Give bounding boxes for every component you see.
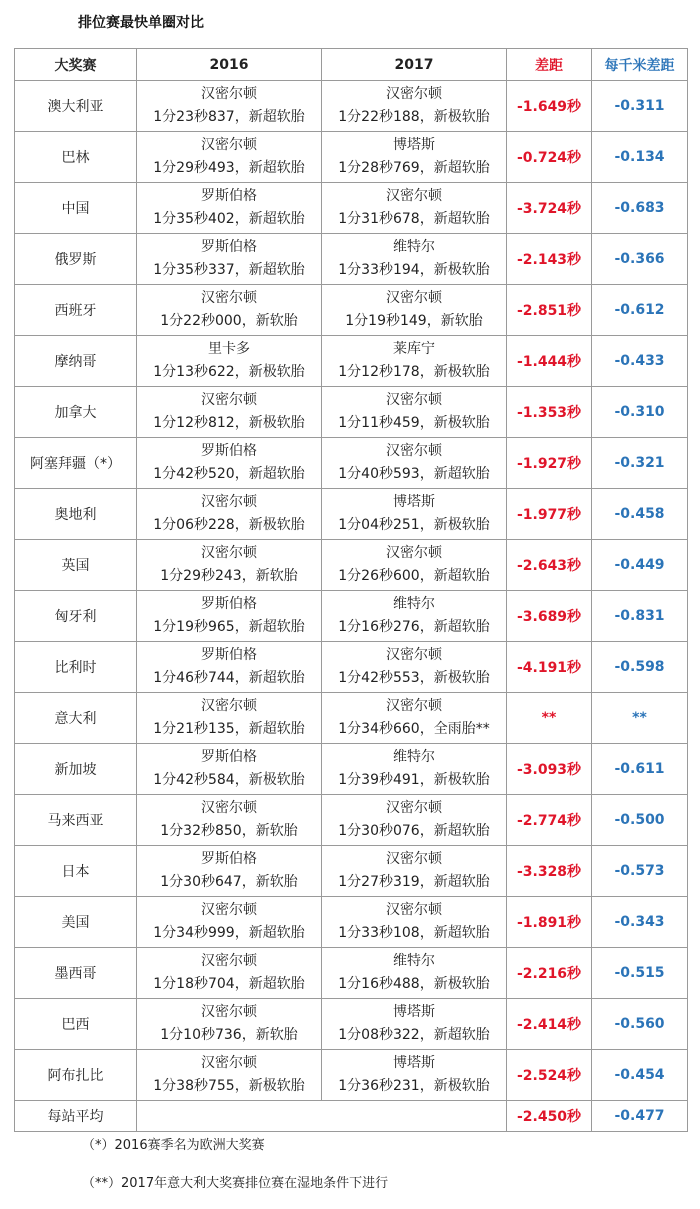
driver-2017: 汉密尔顿 [386, 392, 442, 408]
driver-2017: 汉密尔顿 [386, 800, 442, 816]
result-2017 [322, 183, 507, 234]
result-2017 [322, 999, 507, 1050]
gap-per-km-value: -0.454 [592, 1050, 688, 1101]
result-2016 [137, 744, 322, 795]
laptime-2016: 1分21秒135，新超软胎 [153, 721, 305, 737]
gap-value: -3.689秒 [507, 591, 592, 642]
driver-2017: 汉密尔顿 [386, 902, 442, 918]
driver-2017: 维特尔 [393, 596, 435, 612]
table-row [15, 897, 688, 948]
gap-value: -2.774秒 [507, 795, 592, 846]
laptime-2017: 1分22秒188，新极软胎 [338, 109, 490, 125]
laptime-2016: 1分42秒520，新超软胎 [153, 466, 305, 482]
gap-value: -4.191秒 [507, 642, 592, 693]
result-2017 [322, 81, 507, 132]
laptime-2017: 1分12秒178，新极软胎 [338, 364, 490, 380]
driver-2017: 维特尔 [393, 239, 435, 255]
gap-per-km-value: -0.449 [592, 540, 688, 591]
result-2016 [137, 285, 322, 336]
laptime-2016: 1分32秒850，新软胎 [160, 823, 298, 839]
gap-per-km-value: ** [592, 693, 688, 744]
driver-2016: 里卡多 [208, 341, 250, 357]
result-2017 [322, 642, 507, 693]
result-2016 [137, 999, 322, 1050]
result-2016 [137, 234, 322, 285]
grand-prix-name: 墨西哥 [15, 948, 137, 999]
driver-2017: 维特尔 [393, 749, 435, 765]
driver-2016: 汉密尔顿 [201, 494, 257, 510]
driver-2016: 汉密尔顿 [201, 137, 257, 153]
result-2017 [322, 591, 507, 642]
gap-per-km-value: -0.683 [592, 183, 688, 234]
driver-2017: 博塔斯 [393, 1004, 435, 1020]
driver-2016: 汉密尔顿 [201, 545, 257, 561]
laptime-2017: 1分27秒319，新超软胎 [338, 874, 490, 890]
laptime-2017: 1分34秒660，全雨胎** [338, 721, 490, 737]
gap-per-km-value: -0.612 [592, 285, 688, 336]
driver-2017: 汉密尔顿 [386, 851, 442, 867]
driver-2016: 罗斯伯格 [201, 851, 257, 867]
header-gap: 差距 [507, 49, 592, 81]
result-2016 [137, 183, 322, 234]
footnote-2: （**）2017年意大利大奖赛排位赛在湿地条件下进行 [82, 1176, 389, 1191]
gap-value: -2.851秒 [507, 285, 592, 336]
table-row [15, 387, 688, 438]
driver-2017: 博塔斯 [393, 137, 435, 153]
grand-prix-name: 英国 [15, 540, 137, 591]
driver-2017: 博塔斯 [393, 494, 435, 510]
laptime-2016: 1分35秒337，新超软胎 [153, 262, 305, 278]
driver-2017: 博塔斯 [393, 1055, 435, 1071]
gap-value: -2.643秒 [507, 540, 592, 591]
table-row [15, 81, 688, 132]
laptime-2017: 1分04秒251，新极软胎 [338, 517, 490, 533]
laptime-2017: 1分28秒769，新超软胎 [338, 160, 490, 176]
grand-prix-name: 奥地利 [15, 489, 137, 540]
average-label: 每站平均 [15, 1101, 137, 1132]
header-gap-per-km: 每千米差距 [592, 49, 688, 81]
average-gap-per-km: -0.477 [592, 1101, 688, 1132]
laptime-2017: 1分08秒322，新超软胎 [338, 1027, 490, 1043]
driver-2017: 汉密尔顿 [386, 86, 442, 102]
driver-2016: 罗斯伯格 [201, 749, 257, 765]
result-2017 [322, 795, 507, 846]
driver-2017: 汉密尔顿 [386, 698, 442, 714]
driver-2017: 汉密尔顿 [386, 443, 442, 459]
gap-value: -2.216秒 [507, 948, 592, 999]
table-row [15, 234, 688, 285]
gap-value: -0.724秒 [507, 132, 592, 183]
gap-per-km-value: -0.831 [592, 591, 688, 642]
result-2017 [322, 132, 507, 183]
result-2016 [137, 591, 322, 642]
grand-prix-name: 比利时 [15, 642, 137, 693]
laptime-2016: 1分13秒622，新极软胎 [153, 364, 305, 380]
header-2017: 2017 [322, 49, 507, 81]
gap-value: -1.927秒 [507, 438, 592, 489]
laptime-2017: 1分39秒491，新极软胎 [338, 772, 490, 788]
table-header-row [15, 49, 688, 81]
laptime-2017: 1分16秒276，新超软胎 [338, 619, 490, 635]
table-row [15, 642, 688, 693]
laptime-2016: 1分12秒812，新极软胎 [153, 415, 305, 431]
driver-2016: 汉密尔顿 [201, 290, 257, 306]
result-2017 [322, 897, 507, 948]
driver-2017: 汉密尔顿 [386, 290, 442, 306]
laptime-2017: 1分30秒076，新超软胎 [338, 823, 490, 839]
grand-prix-name: 俄罗斯 [15, 234, 137, 285]
laptime-2016: 1分29秒243，新软胎 [160, 568, 298, 584]
grand-prix-name: 加拿大 [15, 387, 137, 438]
header-2016: 2016 [137, 49, 322, 81]
grand-prix-name: 阿布扎比 [15, 1050, 137, 1101]
laptime-2016: 1分18秒704，新超软胎 [153, 976, 305, 992]
driver-2016: 汉密尔顿 [201, 953, 257, 969]
table-row [15, 846, 688, 897]
gap-value: -3.093秒 [507, 744, 592, 795]
grand-prix-name: 日本 [15, 846, 137, 897]
laptime-2017: 1分11秒459，新极软胎 [338, 415, 490, 431]
table-row [15, 948, 688, 999]
laptime-2016: 1分35秒402，新超软胎 [153, 211, 305, 227]
result-2016 [137, 81, 322, 132]
gap-value: -1.977秒 [507, 489, 592, 540]
table-row [15, 744, 688, 795]
table-row [15, 795, 688, 846]
grand-prix-name: 巴西 [15, 999, 137, 1050]
average-row [15, 1101, 688, 1132]
driver-2017: 汉密尔顿 [386, 188, 442, 204]
result-2016 [137, 642, 322, 693]
result-2017 [322, 693, 507, 744]
page-title: 排位赛最快单圈对比 [78, 15, 204, 31]
result-2016 [137, 948, 322, 999]
gap-value: -1.891秒 [507, 897, 592, 948]
laptime-2016: 1分23秒837，新超软胎 [153, 109, 305, 125]
result-2017 [322, 489, 507, 540]
gap-per-km-value: -0.573 [592, 846, 688, 897]
driver-2016: 汉密尔顿 [201, 1004, 257, 1020]
average-empty-cell [137, 1101, 507, 1132]
laptime-2016: 1分10秒736，新软胎 [160, 1027, 298, 1043]
driver-2016: 汉密尔顿 [201, 86, 257, 102]
gap-per-km-value: -0.321 [592, 438, 688, 489]
header-grand-prix: 大奖赛 [15, 49, 137, 81]
table-row [15, 693, 688, 744]
grand-prix-name: 马来西亚 [15, 795, 137, 846]
table-row [15, 591, 688, 642]
grand-prix-name: 新加坡 [15, 744, 137, 795]
driver-2016: 罗斯伯格 [201, 443, 257, 459]
laptime-2017: 1分40秒593，新超软胎 [338, 466, 490, 482]
gap-per-km-value: -0.500 [592, 795, 688, 846]
gap-value: -1.649秒 [507, 81, 592, 132]
grand-prix-name: 美国 [15, 897, 137, 948]
table-row [15, 336, 688, 387]
result-2017 [322, 387, 507, 438]
grand-prix-name: 澳大利亚 [15, 81, 137, 132]
gap-value: ** [507, 693, 592, 744]
driver-2016: 汉密尔顿 [201, 1055, 257, 1071]
gap-per-km-value: -0.310 [592, 387, 688, 438]
result-2016 [137, 693, 322, 744]
driver-2016: 汉密尔顿 [201, 392, 257, 408]
laptime-2017: 1分33秒194，新极软胎 [338, 262, 490, 278]
result-2016 [137, 795, 322, 846]
driver-2017: 维特尔 [393, 953, 435, 969]
laptime-2017: 1分16秒488，新极软胎 [338, 976, 490, 992]
laptime-2016: 1分42秒584，新极软胎 [153, 772, 305, 788]
result-2016 [137, 438, 322, 489]
table-row [15, 438, 688, 489]
gap-value: -2.414秒 [507, 999, 592, 1050]
laptime-2017: 1分31秒678，新超软胎 [338, 211, 490, 227]
result-2016 [137, 387, 322, 438]
grand-prix-name: 阿塞拜疆（*） [15, 438, 137, 489]
result-2017 [322, 336, 507, 387]
laptime-2016: 1分34秒999，新超软胎 [153, 925, 305, 941]
result-2017 [322, 540, 507, 591]
gap-per-km-value: -0.560 [592, 999, 688, 1050]
qualifying-table [14, 48, 688, 1132]
driver-2016: 罗斯伯格 [201, 647, 257, 663]
driver-2017: 莱库宁 [393, 341, 435, 357]
result-2017 [322, 1050, 507, 1101]
driver-2017: 汉密尔顿 [386, 647, 442, 663]
gap-per-km-value: -0.515 [592, 948, 688, 999]
gap-per-km-value: -0.458 [592, 489, 688, 540]
laptime-2017: 1分26秒600，新超软胎 [338, 568, 490, 584]
laptime-2016: 1分46秒744，新超软胎 [153, 670, 305, 686]
gap-value: -3.328秒 [507, 846, 592, 897]
driver-2016: 罗斯伯格 [201, 596, 257, 612]
result-2016 [137, 540, 322, 591]
table-row [15, 999, 688, 1050]
laptime-2016: 1分38秒755，新极软胎 [153, 1078, 305, 1094]
result-2016 [137, 132, 322, 183]
gap-value: -1.444秒 [507, 336, 592, 387]
table-row [15, 132, 688, 183]
gap-per-km-value: -0.611 [592, 744, 688, 795]
driver-2016: 汉密尔顿 [201, 698, 257, 714]
laptime-2016: 1分29秒493，新超软胎 [153, 160, 305, 176]
result-2016 [137, 846, 322, 897]
gap-per-km-value: -0.366 [592, 234, 688, 285]
result-2016 [137, 336, 322, 387]
driver-2017: 汉密尔顿 [386, 545, 442, 561]
gap-per-km-value: -0.433 [592, 336, 688, 387]
laptime-2016: 1分19秒965，新超软胎 [153, 619, 305, 635]
laptime-2017: 1分42秒553，新极软胎 [338, 670, 490, 686]
average-gap: -2.450秒 [507, 1101, 592, 1132]
gap-value: -3.724秒 [507, 183, 592, 234]
table-row [15, 1050, 688, 1101]
laptime-2017: 1分36秒231，新极软胎 [338, 1078, 490, 1094]
grand-prix-name: 匈牙利 [15, 591, 137, 642]
laptime-2017: 1分19秒149，新软胎 [345, 313, 483, 329]
driver-2016: 汉密尔顿 [201, 800, 257, 816]
footnote-1: （*）2016赛季名为欧洲大奖赛 [82, 1138, 265, 1153]
gap-per-km-value: -0.311 [592, 81, 688, 132]
table-row [15, 285, 688, 336]
table-row [15, 489, 688, 540]
gap-value: -2.524秒 [507, 1050, 592, 1101]
table-row [15, 183, 688, 234]
gap-value: -1.353秒 [507, 387, 592, 438]
result-2017 [322, 234, 507, 285]
gap-per-km-value: -0.134 [592, 132, 688, 183]
grand-prix-name: 意大利 [15, 693, 137, 744]
result-2016 [137, 489, 322, 540]
laptime-2017: 1分33秒108，新超软胎 [338, 925, 490, 941]
laptime-2016: 1分06秒228，新极软胎 [153, 517, 305, 533]
grand-prix-name: 摩纳哥 [15, 336, 137, 387]
gap-value: -2.143秒 [507, 234, 592, 285]
result-2016 [137, 897, 322, 948]
table-row [15, 540, 688, 591]
result-2017 [322, 744, 507, 795]
driver-2016: 汉密尔顿 [201, 902, 257, 918]
laptime-2016: 1分22秒000，新软胎 [160, 313, 298, 329]
result-2017 [322, 438, 507, 489]
laptime-2016: 1分30秒647，新软胎 [160, 874, 298, 890]
result-2017 [322, 948, 507, 999]
gap-per-km-value: -0.343 [592, 897, 688, 948]
driver-2016: 罗斯伯格 [201, 188, 257, 204]
driver-2016: 罗斯伯格 [201, 239, 257, 255]
grand-prix-name: 中国 [15, 183, 137, 234]
grand-prix-name: 巴林 [15, 132, 137, 183]
result-2016 [137, 1050, 322, 1101]
grand-prix-name: 西班牙 [15, 285, 137, 336]
gap-per-km-value: -0.598 [592, 642, 688, 693]
result-2017 [322, 846, 507, 897]
result-2017 [322, 285, 507, 336]
